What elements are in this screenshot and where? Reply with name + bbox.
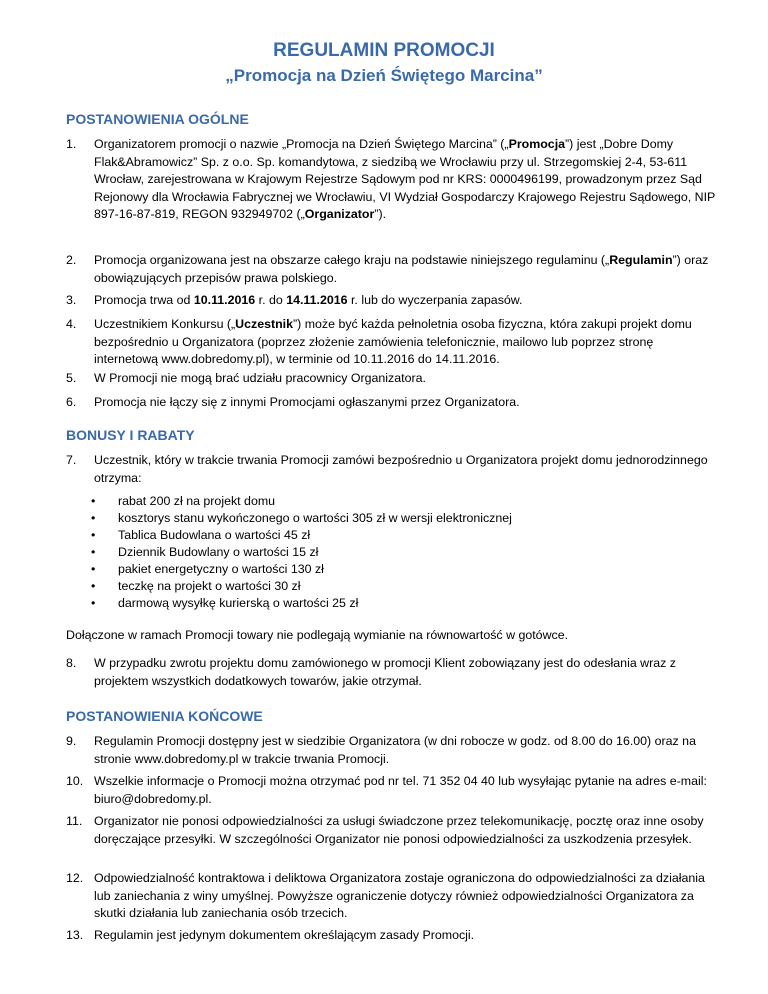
list-item: [66, 733, 716, 768]
list-item: [66, 252, 716, 287]
bonus-note: Dołączone w ramach Promocji towary nie podlegają wymianie na równowartość w gotówce.: [66, 628, 569, 642]
item-text: Organizatorem promocji o nazwie „Promocja na Dzień Świętego Marcina” („Promocja”) jest „Dobre Domy Flak&Abramowicz” Sp. z o.o. Sp. komandytowa, z siedzibą we Wrocławiu przy ul. Strzegomskiej 2-4, 53-611 Wrocław, zarejestrowana w Krajowym Rejestrze Sądowym pod nr KRS: 0000496199, prowadzonym przez Sąd Rejonowy dla Wrocławia Fabrycznej we Wrocławiu, VI Wydział Gospodarczy Krajowego Rejestru Sądowego, NIP 897-16-87-819, REGON 932949702 („Organizator”).: [94, 137, 716, 221]
item-number: 1.: [66, 137, 77, 151]
list-item: [66, 370, 716, 388]
item-number: 12.: [66, 871, 84, 885]
bullet-icon: •: [91, 494, 96, 508]
bullet-icon: •: [91, 579, 96, 593]
item-text: Regulamin Promocji dostępny jest w siedzibie Organizatora (w dni robocze w godz. od 8.00 do 16.00) oraz na stronie www.dobredomy.pl w trakcie trwania Promocji.: [94, 734, 696, 766]
item-number: 3.: [66, 293, 77, 307]
list-item: [66, 813, 716, 848]
item-text: Promocja nie łączy się z innymi Promocjami ogłaszanymi przez Organizatora.: [94, 395, 520, 409]
item-number: 2.: [66, 253, 77, 267]
item-text: W przypadku zwrotu projektu domu zamówionego w promocji Klient zobowiązany jest do odesłania wraz z projektem wszystkich dodatkowych towarów, jakie otrzymał.: [94, 656, 676, 688]
section-heading-final: POSTANOWIENIA KOŃCOWE: [66, 708, 263, 724]
item-number: 7.: [66, 453, 77, 467]
item-text: Uczestnikiem Konkursu („Uczestnik”) może być każda pełnoletnia osoba fizyczna, która zakupi projekt domu bezpośrednio u Organizatora (poprzez złożenie zamówienia telefonicznie, mailowo lub poprzez stronę internetową www.dobredomy.pl), w terminie od 10.11.2016 do 14.11.2016.: [94, 317, 692, 366]
list-item: [66, 452, 716, 487]
bullet-icon: •: [91, 511, 96, 525]
bullet-icon: •: [91, 528, 96, 542]
item-number: 9.: [66, 734, 77, 748]
item-text: Promocja trwa od 10.11.2016 r. do 14.11.2016 r. lub do wyczerpania zapasów.: [94, 293, 523, 307]
regulations-page: REGULAMIN PROMOCJI „Promocja na Dzień Świętego Marcina” POSTANOWIENIA OGÓLNE 1. Organizatorem promocji o nazwie „Promocja na Dzień Świętego Marcina” („Promocja”) jest „Dobre Domy Flak&Abramowicz” Sp. z o.o. Sp. komandytowa, z siedzibą we Wrocławiu przy ul. Strzegomskiej 2-4, 53-611 Wrocław, zarejestrowana w Krajowym Rejestrze Sądowym pod nr KRS: 0000496199, prowadzonym przez Sąd Rejonowy dla Wrocławia Fabrycznej we Wrocławiu, VI Wydział Gospodarczy Krajowego Rejestru Sądowego, NIP 897-16-87-819, REGON 932949702 („Organizator”). 2. Promocja organizowana jest na obszarze całego kraju na podstawie niniejszego regulaminu („Regulamin”) oraz obowiązujących przepisów prawa polskiego. 3. Promocja trwa od 10.11.2016 r. do 14.11.2016 r. lub do wyczerpania zapasów. 4. Uczestnikiem Konkursu („Uczestnik”) może być każda pełnoletnia osoba fizyczna, która zakupi projekt domu bezpośrednio u Organizatora (poprzez złożenie zamówienia telefonicznie, mailowo lub poprzez stronę internetową www.dobredomy.pl), w terminie od 10.11.2016 do 14.11.2016. 5. W Promocji nie mogą brać udziału pracownicy Organizatora. 6. Promocja nie łączy się z innymi Promocjami ogłaszanymi przez Organizatora. BONUSY I RABATY 7. Uczestnik, który w trakcie trwania Promocji zamówi bezpośrednio u Organizatora projekt domu jednorodzinnego otrzyma: • rabat 200 zł na projekt domu • kosztorys stanu wykończonego o wartości 305 zł w wersji elektronicznej • Tablica Budowlana o wartości 45 zł • Dziennik Budowlany o wartości 15 zł • pakiet energetyczny o wartości 130 zł • teczkę na projekt o wartości 30 zł • darmową wysyłkę kurierską o wartości 25 zł Dołączone w ramach Promocji towary nie podlegają wymianie na równowartość w gotówce. 8. W przypadku zwrotu projektu domu zamówionego w promocji Klient zobowiązany jest do odesłania wraz z projektem wszystkich dodatkowych towarów, jakie otrzymał. POSTANOWIENIA KOŃCOWE 9. Regulamin Promocji dostępny jest w siedzibie Organizatora (w dni robocze w godz. od 8.00 do 16.00) oraz na stronie www.dobredomy.pl w trakcie trwania Promocji. 10. Wszelkie informacje o Promocji można otrzymać pod nr tel. 71 352 04 40 lub wysyłając pytanie na adres e-mail: biuro@dobredomy.pl. 11. Organizator nie ponosi odpowiedzialności za usługi świadczone przez telekomunikację, pocztę oraz inne osoby doręczające przesyłki. W szczególności Organizator nie ponosi odpowiedzialności za uszkodzenia przesyłek. 12. Odpowiedzialność kontraktowa i deliktowa Organizatora zostaje ograniczona do odpowiedzialności za działania lub zaniechania z winy umyślnej. Powyższe ograniczenie dotyczy również odpowiedzialności Organizatora za skutki działania lub zaniechania osób trzecich. 13. Regulamin jest jedynym dokumentem określającym zasady Promocji.: [0, 0, 768, 994]
item-text: Organizator nie ponosi odpowiedzialności za usługi świadczone przez telekomunikację, pocztę oraz inne osoby doręczające przesyłki. W szczególności Organizator nie ponosi odpowiedzialności za uszkodzenia przesyłek.: [94, 814, 704, 846]
item-number: 13.: [66, 928, 84, 942]
list-item: [66, 655, 716, 690]
document-subtitle: „Promocja na Dzień Świętego Marcina”: [225, 66, 543, 85]
item-number: 6.: [66, 395, 77, 409]
item-number: 11.: [66, 814, 83, 828]
item-number: 10.: [66, 774, 84, 788]
bullet-icon: •: [91, 596, 96, 610]
item-text: Regulamin jest jedynym dokumentem określającym zasady Promocji.: [94, 928, 475, 942]
bullet-icon: •: [91, 562, 96, 576]
list-item: [66, 292, 716, 310]
item-number: 4.: [66, 317, 77, 331]
item-text: Wszelkie informacje o Promocji można otrzymać pod nr tel. 71 352 04 40 lub wysyłając pytanie na adres e-mail: biuro@dobredomy.pl.: [94, 774, 707, 806]
list-item: [66, 870, 716, 923]
item-number: 5.: [66, 371, 77, 385]
bullet-icon: •: [91, 545, 96, 559]
item-text: Uczestnik, który w trakcie trwania Promocji zamówi bezpośrednio u Organizatora projekt domu jednorodzinnego otrzyma:: [94, 453, 708, 485]
item-number: 8.: [66, 656, 77, 670]
list-item: [66, 136, 716, 224]
list-item: [66, 927, 716, 945]
section-heading-bonuses: BONUSY I RABATY: [66, 427, 195, 443]
item-text: Odpowiedzialność kontraktowa i deliktowa Organizatora zostaje ograniczona do odpowiedzialności za działania lub zaniechania z winy umyślnej. Powyższe ograniczenie dotyczy również odpowiedzialności Organizatora za skutki działania lub zaniechania osób trzecich.: [94, 871, 705, 920]
list-item: [66, 394, 716, 412]
section-heading-general: POSTANOWIENIA OGÓLNE: [66, 111, 249, 127]
item-text: Promocja organizowana jest na obszarze całego kraju na podstawie niniejszego regulaminu („Regulamin”) oraz obowiązujących przepisów prawa polskiego.: [94, 253, 709, 285]
list-item: [66, 773, 716, 808]
item-text: W Promocji nie mogą brać udziału pracownicy Organizatora.: [94, 371, 426, 385]
document-title: REGULAMIN PROMOCJI: [273, 40, 495, 61]
list-item: [66, 316, 716, 369]
